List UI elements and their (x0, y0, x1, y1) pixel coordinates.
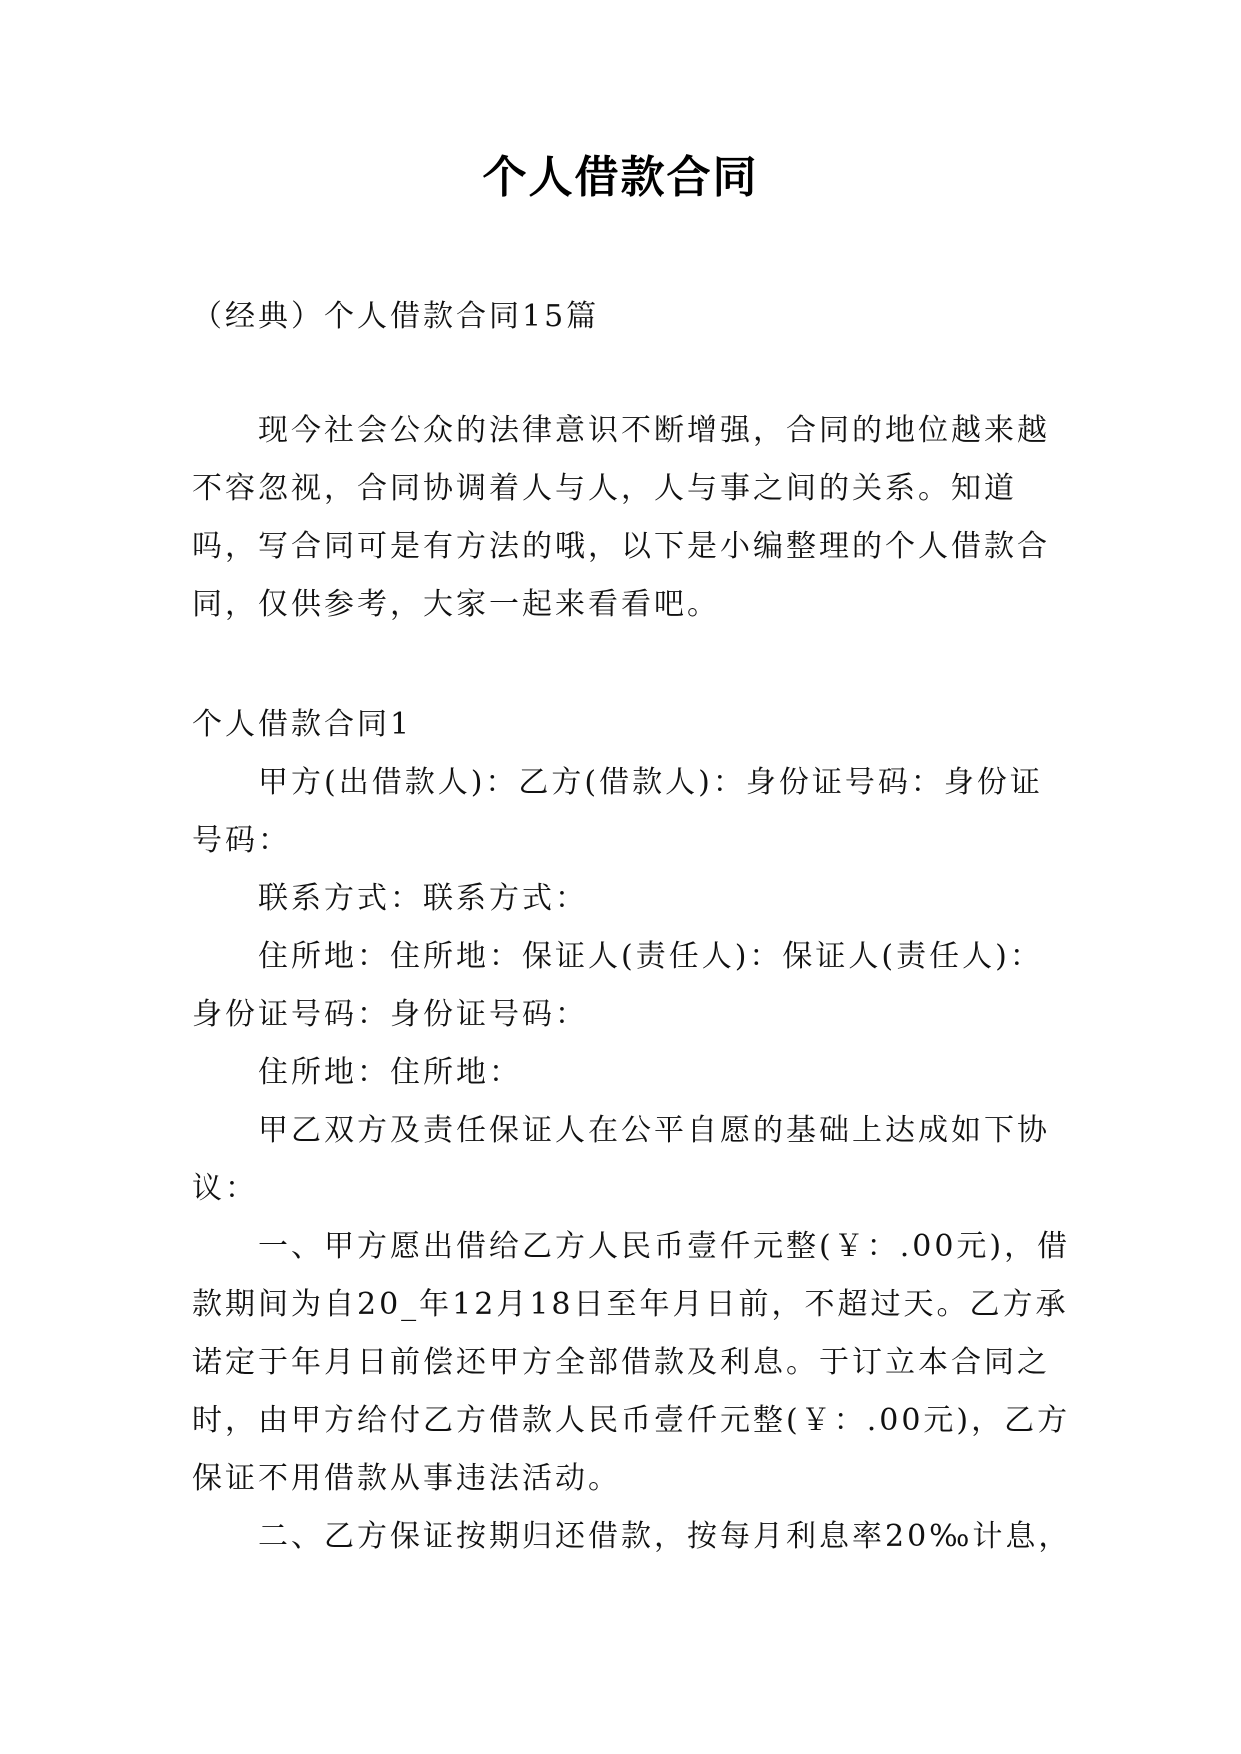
contract-paragraph: 甲乙双方及责任保证人在公平自愿的基础上达成如下协议： (192, 1113, 1050, 1206)
contract-paragraph: 甲方(出借款人)：乙方(借款人)：身份证号码：身份证号码： (192, 765, 1043, 858)
contract-paragraph: 住所地：住所地： (258, 1055, 522, 1090)
document-subtitle: （经典）个人借款合同15篇 (192, 299, 600, 334)
intro-paragraph: 现今社会公众的法律意识不断增强，合同的地位越来越不容忽视，合同协调着人与人，人与事之间的关系。知道吗，写合同可是有方法的哦，以下是小编整理的个人借款合同，仅供参考，大家一起来看看吧。 (192, 413, 1050, 622)
section-heading: 个人借款合同1 (192, 707, 413, 742)
document-title: 个人借款合同 (482, 152, 759, 203)
spacer (192, 346, 1072, 402)
document-body (192, 288, 1072, 1566)
contract-paragraph: 一、甲方愿出借给乙方人民币壹仟元整(￥：.00元)，借款期间为自20_年12月18日至年月日前，不超过天。乙方承诺定于年月日前偿还甲方全部借款及利息。于订立本合同之时，由甲方给付乙方借款人民币壹仟元整(￥：.00元)，乙方保证不用借款从事违法活动。 (192, 1229, 1071, 1496)
spacer (192, 634, 1072, 696)
contract-paragraph: 二、乙方保证按期归还借款，按每月利息率20‰计息， (258, 1519, 1072, 1554)
contract-paragraph: 住所地：住所地：保证人(责任人)：保证人(责任人)：身份证号码：身份证号码： (192, 939, 1043, 1032)
contract-paragraph: 联系方式：联系方式： (258, 881, 588, 916)
